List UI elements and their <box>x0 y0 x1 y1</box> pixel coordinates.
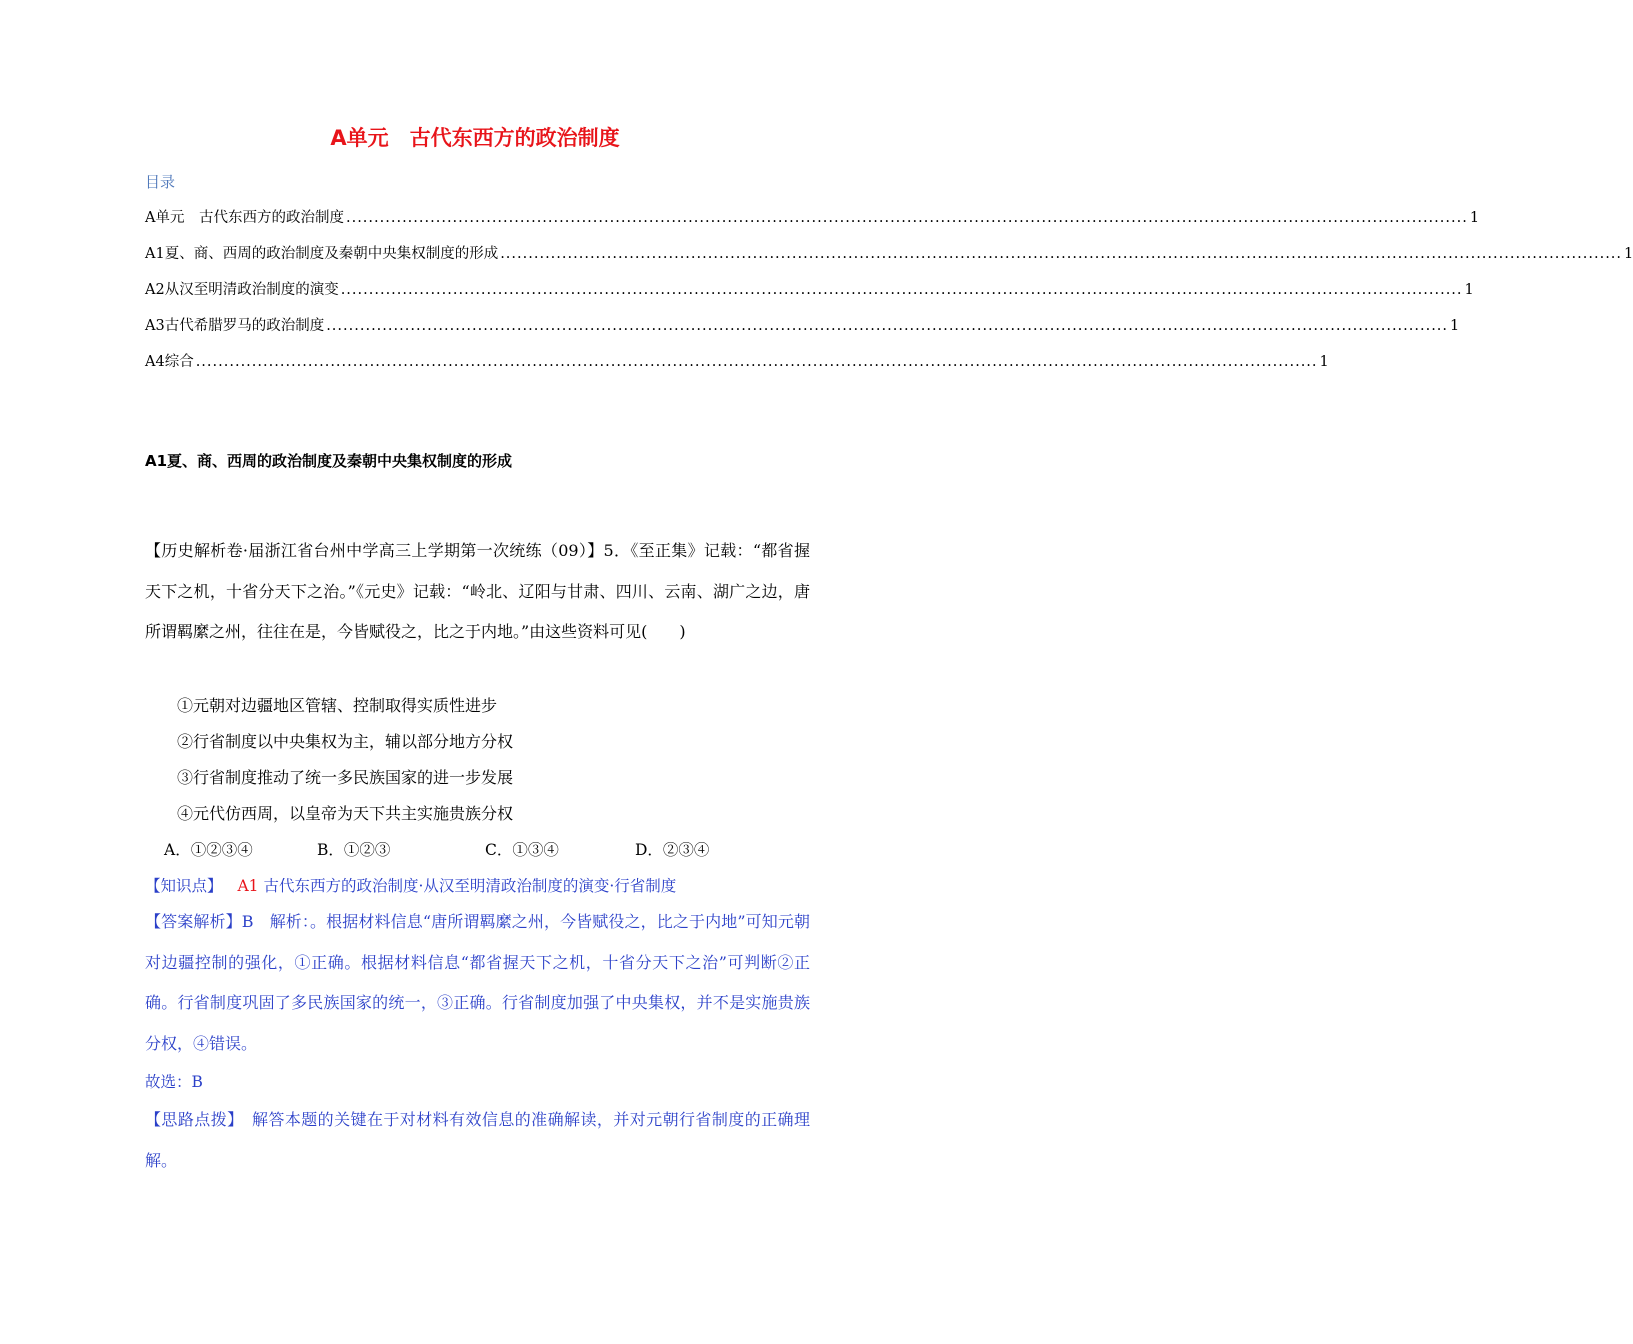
statement-1: ①元朝对边疆地区管辖、控制取得实质性进步 <box>177 696 498 715</box>
toc-entry-page: 1 <box>1469 210 1480 226</box>
document-title: A单元 古代东西方的政治制度 <box>330 126 620 150</box>
tip-label: 【思路点拨】 <box>145 1110 236 1129</box>
toc-leader-dots: ........................................................................................................................................................................................................ <box>340 282 1463 298</box>
toc-entry-label: A1夏、商、西周的政治制度及秦朝中央集权制度的形成 <box>145 246 499 262</box>
toc-entry[interactable] <box>145 350 1329 386</box>
toc-entry[interactable] <box>145 278 1474 314</box>
toc-entry[interactable] <box>145 206 1480 242</box>
toc-entry-label: A2从汉至明清政治制度的演变 <box>145 282 339 298</box>
toc-entry-label: A3古代希腊罗马的政治制度 <box>145 318 325 334</box>
choice-c: C．①③④ <box>485 841 559 859</box>
knowledge-point-label: 【知识点】 <box>145 877 223 895</box>
knowledge-point-code: A1 <box>237 877 259 895</box>
toc-heading: 目录 <box>145 173 176 191</box>
question-stem: 【历史解析卷·届浙江省台州中学高三上学期第一次统练（09）】5．《至正集》记载：“都省握天下之机，十省分天下之治。”《元史》记载：“岭北、辽阳与甘肃、四川、云南、湖广之边，唐所谓羁縻之州，往往在是，今皆赋役之，比之于内地。”由这些资料可见( ) <box>145 541 810 641</box>
choice-b: B．①②③ <box>317 841 391 859</box>
toc-leader-dots: ........................................................................................................................................................................................................ <box>195 354 1318 370</box>
toc-leader-dots: ........................................................................................................................................................................................................ <box>500 246 1623 262</box>
table-of-contents <box>145 206 1633 386</box>
toc-entry-page: 1 <box>1450 318 1460 334</box>
statement-2: ②行省制度以中央集权为主，辅以部分地方分权 <box>177 732 514 751</box>
answer-text: B 解析：。根据材料信息“唐所谓羁縻之州，今皆赋役之，比之于内地”可知元朝对边疆控制的强化，①正确。根据材料信息“都省握天下之机，十省分天下之治”可判断②正确。行省制度巩固了多民族国家的统一，③正确。行省制度加强了中央集权，并不是实施贵族分权，④错误。 <box>145 912 810 1053</box>
section-heading: A1夏、商、西周的政治制度及秦朝中央集权制度的形成 <box>145 452 513 470</box>
answer-analysis <box>145 902 810 1064</box>
final-answer: 故选：B <box>145 1073 203 1091</box>
toc-entry-label: A单元 古代东西方的政治制度 <box>145 210 344 226</box>
solution-tip <box>145 1100 810 1181</box>
choice-a: A．①②③④ <box>164 841 253 859</box>
answer-label: 【答案解析】 <box>145 912 242 931</box>
choice-d: D．②③④ <box>635 841 710 859</box>
statement-4: ④元代仿西周，以皇帝为天下共主实施贵族分权 <box>177 804 514 823</box>
statement-3: ③行省制度推动了统一多民族国家的进一步发展 <box>177 768 514 787</box>
tip-text: 解答本题的关键在于对材料有效信息的准确解读，并对元朝行省制度的正确理解。 <box>145 1110 810 1170</box>
toc-entry[interactable] <box>145 314 1460 350</box>
toc-entry-page: 1 <box>1464 282 1474 298</box>
question-statements <box>177 688 513 832</box>
toc-leader-dots: ........................................................................................................................................................................................................ <box>345 210 1468 226</box>
toc-entry-page: 1 <box>1319 354 1329 370</box>
knowledge-point <box>145 872 676 900</box>
toc-entry-page: 1 <box>1624 246 1633 262</box>
knowledge-point-text: 古代东西方的政治制度·从汉至明清政治制度的演变·行省制度 <box>263 877 677 895</box>
toc-entry[interactable] <box>145 242 1633 278</box>
toc-leader-dots: ........................................................................................................................................................................................................ <box>326 318 1449 334</box>
toc-entry-label: A4综合 <box>145 354 194 370</box>
